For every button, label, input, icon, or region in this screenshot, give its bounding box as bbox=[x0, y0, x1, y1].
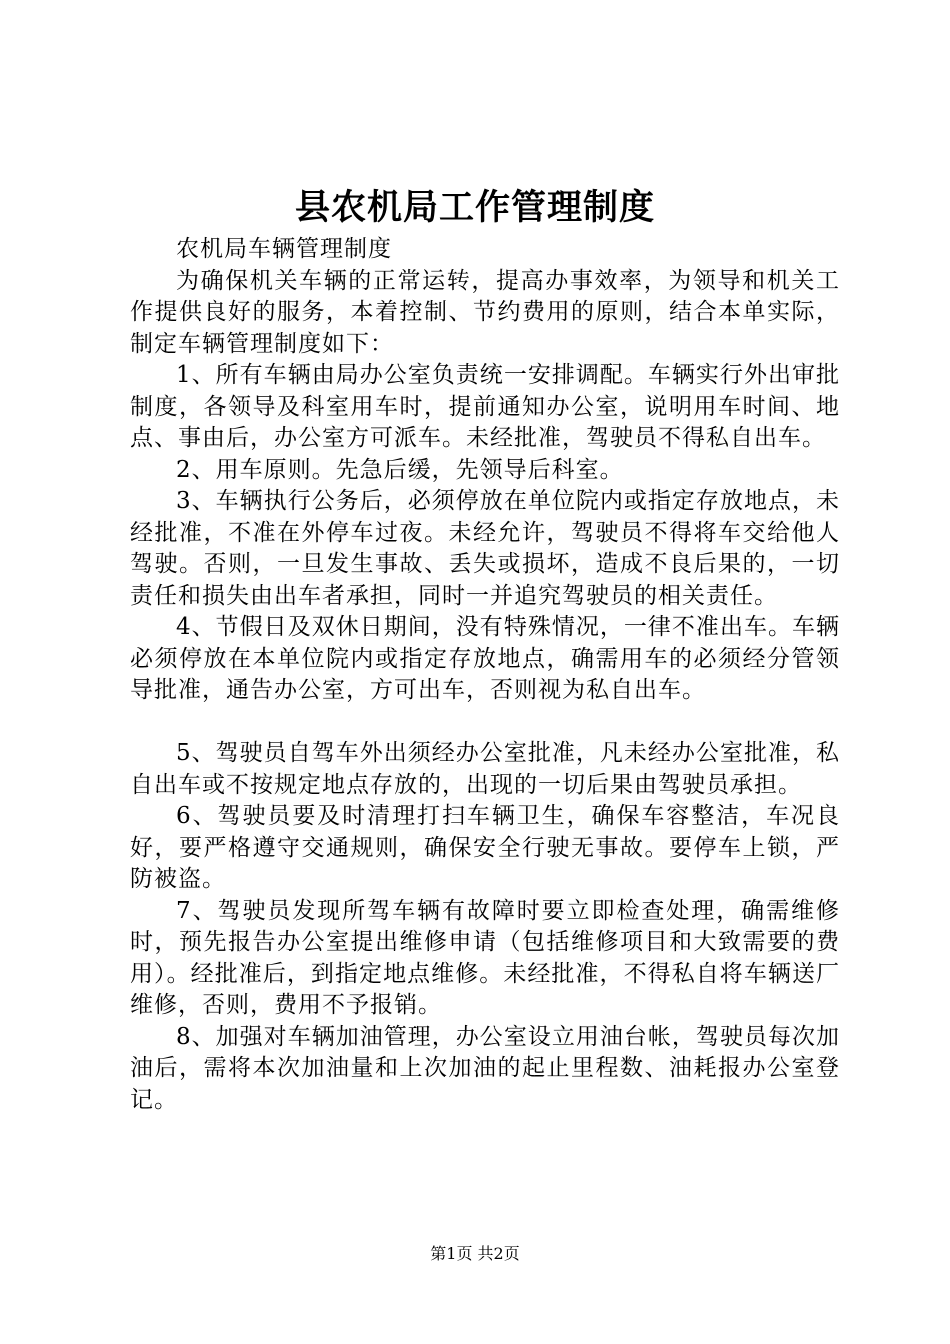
document-body bbox=[130, 234, 840, 1116]
section-heading: 农机局车辆管理制度 bbox=[176, 236, 392, 262]
paragraph-rule-2: 2、用车原则。先急后缓，先领导后科室。 bbox=[176, 456, 624, 483]
page-footer: 第1页 共2页 bbox=[430, 1244, 520, 1263]
paragraph-rule-3: 3、车辆执行公务后，必须停放在单位院内或指定存放地点，未经批准，不准在外停车过夜。未经允许，驾驶员不得将车交给他人驾驶。否则，一旦发生事故、丢失或损坏，造成不良后果的，一切责任和损失由出车者承担，同时一并追究驾驶员的相关责任。 bbox=[130, 488, 840, 609]
paragraph-rule-7: 7、驾驶员发现所驾车辆有故障时要立即检查处理，确需维修时，预先报告办公室提出维修申请（包括维修项目和大致需要的费用）。经批准后，到指定地点维修。未经批准，不得私自将车辆送厂维修，否则，费用不予报销。 bbox=[130, 897, 840, 1018]
paragraph-rule-4: 4、节假日及双休日期间，没有特殊情况，一律不准出车。车辆必须停放在本单位院内或指定存放地点，确需用车的必须经分管领导批准，通告办公室，方可出车，否则视为私自出车。 bbox=[130, 614, 840, 703]
paragraph-rule-5: 5、驾驶员自驾车外出须经办公室批准，凡未经办公室批准，私自出车或不按规定地点存放的，出现的一切后果由驾驶员承担。 bbox=[130, 740, 840, 798]
paragraph-rule-8: 8、加强对车辆加油管理，办公室设立用油台帐，驾驶员每次加油后，需将本次加油量和上次加油的起止里程数、油耗报办公室登记。 bbox=[130, 1023, 840, 1113]
document-title: 县农机局工作管理制度 bbox=[294, 187, 655, 228]
paragraph-rule-1: 1、所有车辆由局办公室负责统一安排调配。车辆实行外出审批制度，各领导及科室用车时，提前通知办公室，说明用车时间、地点、事由后，办公室方可派车。未经批准，驾驶员不得私自出车。 bbox=[130, 362, 840, 451]
paragraph-intro: 为确保机关车辆的正常运转，提高办事效率，为领导和机关工作提供良好的服务，本着控制、节约费用的原则，结合本单实际，制定车辆管理制度如下： bbox=[130, 267, 840, 357]
paragraph-rule-6: 6、驾驶员要及时清理打扫车辆卫生，确保车容整洁，车况良好，要严格遵守交通规则，确保安全行驶无事故。要停车上锁，严防被盗。 bbox=[130, 803, 840, 892]
